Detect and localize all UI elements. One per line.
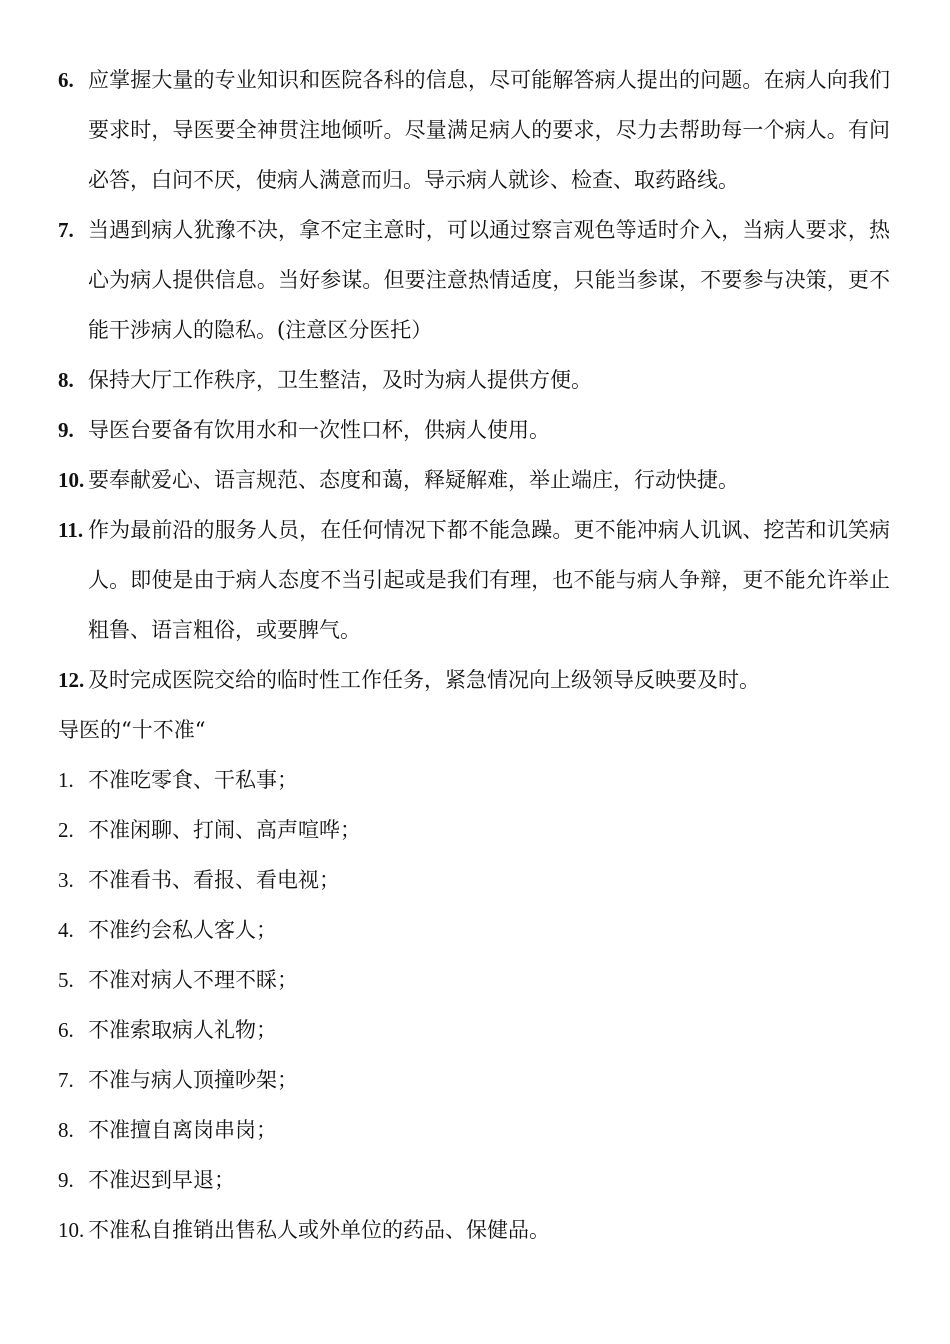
item-text: 不准闲聊、打闹、高声喧哗； bbox=[88, 818, 361, 842]
rules-title: 导医的“十不准“ bbox=[58, 718, 206, 742]
item-text: 不准迟到早退； bbox=[88, 1168, 235, 1192]
item-number: 10. bbox=[58, 1218, 85, 1242]
duty-item-11 bbox=[58, 505, 890, 655]
item-text: 不准与病人顶撞吵架； bbox=[88, 1068, 298, 1092]
item-number: 8. bbox=[58, 1118, 74, 1142]
duty-item-7 bbox=[58, 205, 890, 355]
item-number: 5. bbox=[58, 968, 74, 992]
item-number: 4. bbox=[58, 918, 74, 942]
item-number: 9. bbox=[58, 1168, 74, 1192]
item-text: 要奉献爱心、语言规范、态度和蔼，释疑解难，举止端庄，行动快捷。 bbox=[88, 468, 739, 492]
duties-list bbox=[58, 55, 890, 705]
rule-item-10 bbox=[58, 1205, 890, 1255]
duty-item-10 bbox=[58, 455, 890, 505]
item-text: 应掌握大量的专业知识和医院各科的信息，尽可能解答病人提出的问题。在病人向我们要求时，导医要全神贯注地倾听。尽量满足病人的要求，尽力去帮助每一个病人。有问必答，白问不厌，使病人满意而归。导示病人就诊、检查、取药路线。 bbox=[88, 68, 890, 192]
duty-item-6 bbox=[58, 55, 890, 205]
item-text: 导医台要备有饮用水和一次性口杯，供病人使用。 bbox=[88, 418, 550, 442]
item-number: 8. bbox=[58, 368, 74, 392]
duty-item-12 bbox=[58, 655, 890, 705]
item-text: 保持大厅工作秩序，卫生整洁，及时为病人提供方便。 bbox=[88, 368, 592, 392]
item-text: 不准擅自离岗串岗； bbox=[88, 1118, 277, 1142]
item-text: 不准对病人不理不睬； bbox=[88, 968, 298, 992]
rule-item-8 bbox=[58, 1105, 890, 1155]
item-number: 6. bbox=[58, 1018, 74, 1042]
item-text: 及时完成医院交给的临时性工作任务，紧急情况向上级领导反映要及时。 bbox=[88, 668, 760, 692]
item-text: 不准约会私人客人； bbox=[88, 918, 277, 942]
item-number: 3. bbox=[58, 868, 74, 892]
item-number: 10. bbox=[58, 468, 85, 492]
rule-item-5 bbox=[58, 955, 890, 1005]
rule-item-2 bbox=[58, 805, 890, 855]
item-text: 不准看书、看报、看电视； bbox=[88, 868, 340, 892]
rule-item-6 bbox=[58, 1005, 890, 1055]
item-number: 7. bbox=[58, 218, 74, 242]
item-text: 当遇到病人犹豫不决，拿不定主意时，可以通过察言观色等适时介入，当病人要求，热心为病人提供信息。当好参谋。但要注意热情适度，只能当参谋，不要参与决策，更不能干涉病人的隐私。(注意区分医托） bbox=[88, 218, 890, 342]
duty-item-9 bbox=[58, 405, 890, 455]
item-number: 12. bbox=[58, 668, 85, 692]
item-number: 2. bbox=[58, 818, 74, 842]
duty-item-8 bbox=[58, 355, 890, 405]
item-text: 不准索取病人礼物； bbox=[88, 1018, 277, 1042]
rules-list bbox=[58, 755, 890, 1255]
rule-item-9 bbox=[58, 1155, 890, 1205]
item-text: 作为最前沿的服务人员，在任何情况下都不能急躁。更不能冲病人讥讽、挖苦和讥笑病人。即使是由于病人态度不当引起或是我们有理，也不能与病人争辩，更不能允许举止粗鲁、语言粗俗，或要脾气。 bbox=[88, 518, 890, 642]
item-text: 不准私自推销出售私人或外单位的药品、保健品。 bbox=[88, 1218, 550, 1242]
rule-item-7 bbox=[58, 1055, 890, 1105]
item-number: 11. bbox=[58, 518, 84, 542]
item-number: 7. bbox=[58, 1068, 74, 1092]
rule-item-1 bbox=[58, 755, 890, 805]
item-number: 1. bbox=[58, 768, 74, 792]
rule-item-4 bbox=[58, 905, 890, 955]
item-number: 9. bbox=[58, 418, 74, 442]
item-text: 不准吃零食、干私事； bbox=[88, 768, 298, 792]
item-number: 6. bbox=[58, 68, 74, 92]
rule-item-3 bbox=[58, 855, 890, 905]
